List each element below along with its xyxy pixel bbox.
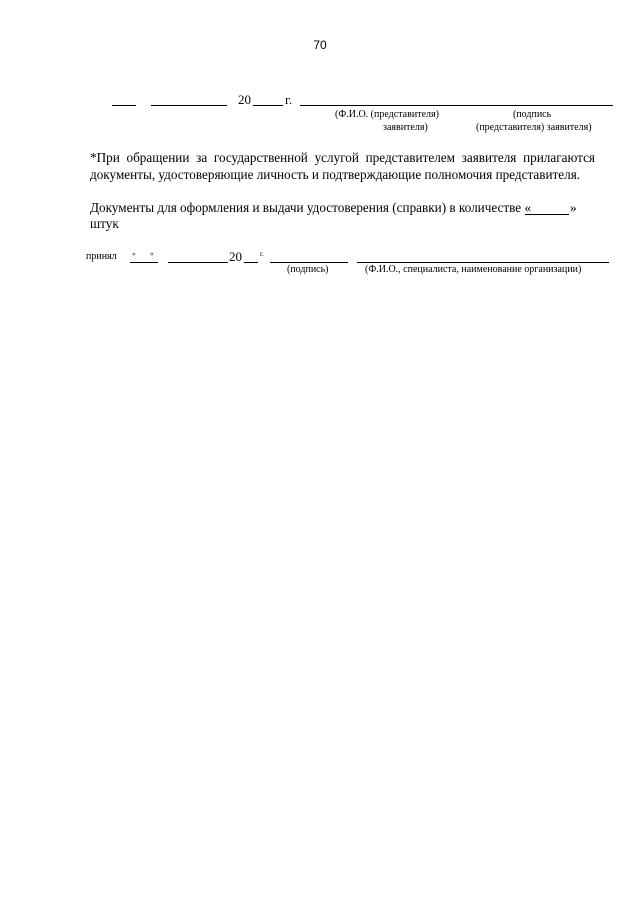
documents-count-blank[interactable] (525, 214, 569, 215)
documents-statement-text: Документы для оформления и выдачи удостоверения (справки) в количестве « (90, 200, 532, 215)
fio-caption-line1: (Ф.И.О. (представителя) (335, 109, 439, 120)
documents-statement-unit: штук (90, 216, 119, 231)
receiver-fio-caption: (Ф.И.О., специалиста, наименование организации) (365, 264, 582, 275)
documents-statement-close-quote: » (570, 200, 577, 215)
receiver-month-blank[interactable] (168, 262, 228, 263)
fio-blank[interactable] (300, 105, 460, 106)
receiver-quote-open: « (132, 250, 136, 258)
receiver-signature-caption: (подпись) (287, 264, 329, 275)
signature-blank[interactable] (460, 105, 613, 106)
receiver-fio-blank[interactable] (357, 262, 609, 263)
signature-caption-line2: (представителя) заявителя) (476, 122, 592, 133)
year-prefix: 20 (238, 92, 251, 107)
receiver-day-blank[interactable] (130, 262, 158, 263)
year-blank[interactable] (253, 105, 283, 106)
fio-caption-line2: заявителя) (383, 122, 428, 133)
representative-note-text: *При обращении за государственной услугой представителем заявителя прилагаются документы, удостоверяющие личность и подтверждающие полномочия представителя. (90, 150, 595, 182)
year-suffix: г. (285, 92, 293, 107)
month-blank[interactable] (151, 105, 227, 106)
representative-note (90, 149, 595, 183)
received-by-label: принял (86, 251, 117, 262)
receiver-year-prefix: 20 (229, 249, 242, 264)
receiver-year-suffix: г. (260, 250, 264, 258)
signature-caption-line1: (подпись (513, 109, 552, 120)
receiver-year-blank[interactable] (244, 262, 258, 263)
day-blank[interactable] (112, 105, 136, 106)
page-number: 70 (313, 38, 327, 52)
receiver-signature-blank[interactable] (270, 262, 348, 263)
receiver-quote-close: » (150, 250, 154, 258)
